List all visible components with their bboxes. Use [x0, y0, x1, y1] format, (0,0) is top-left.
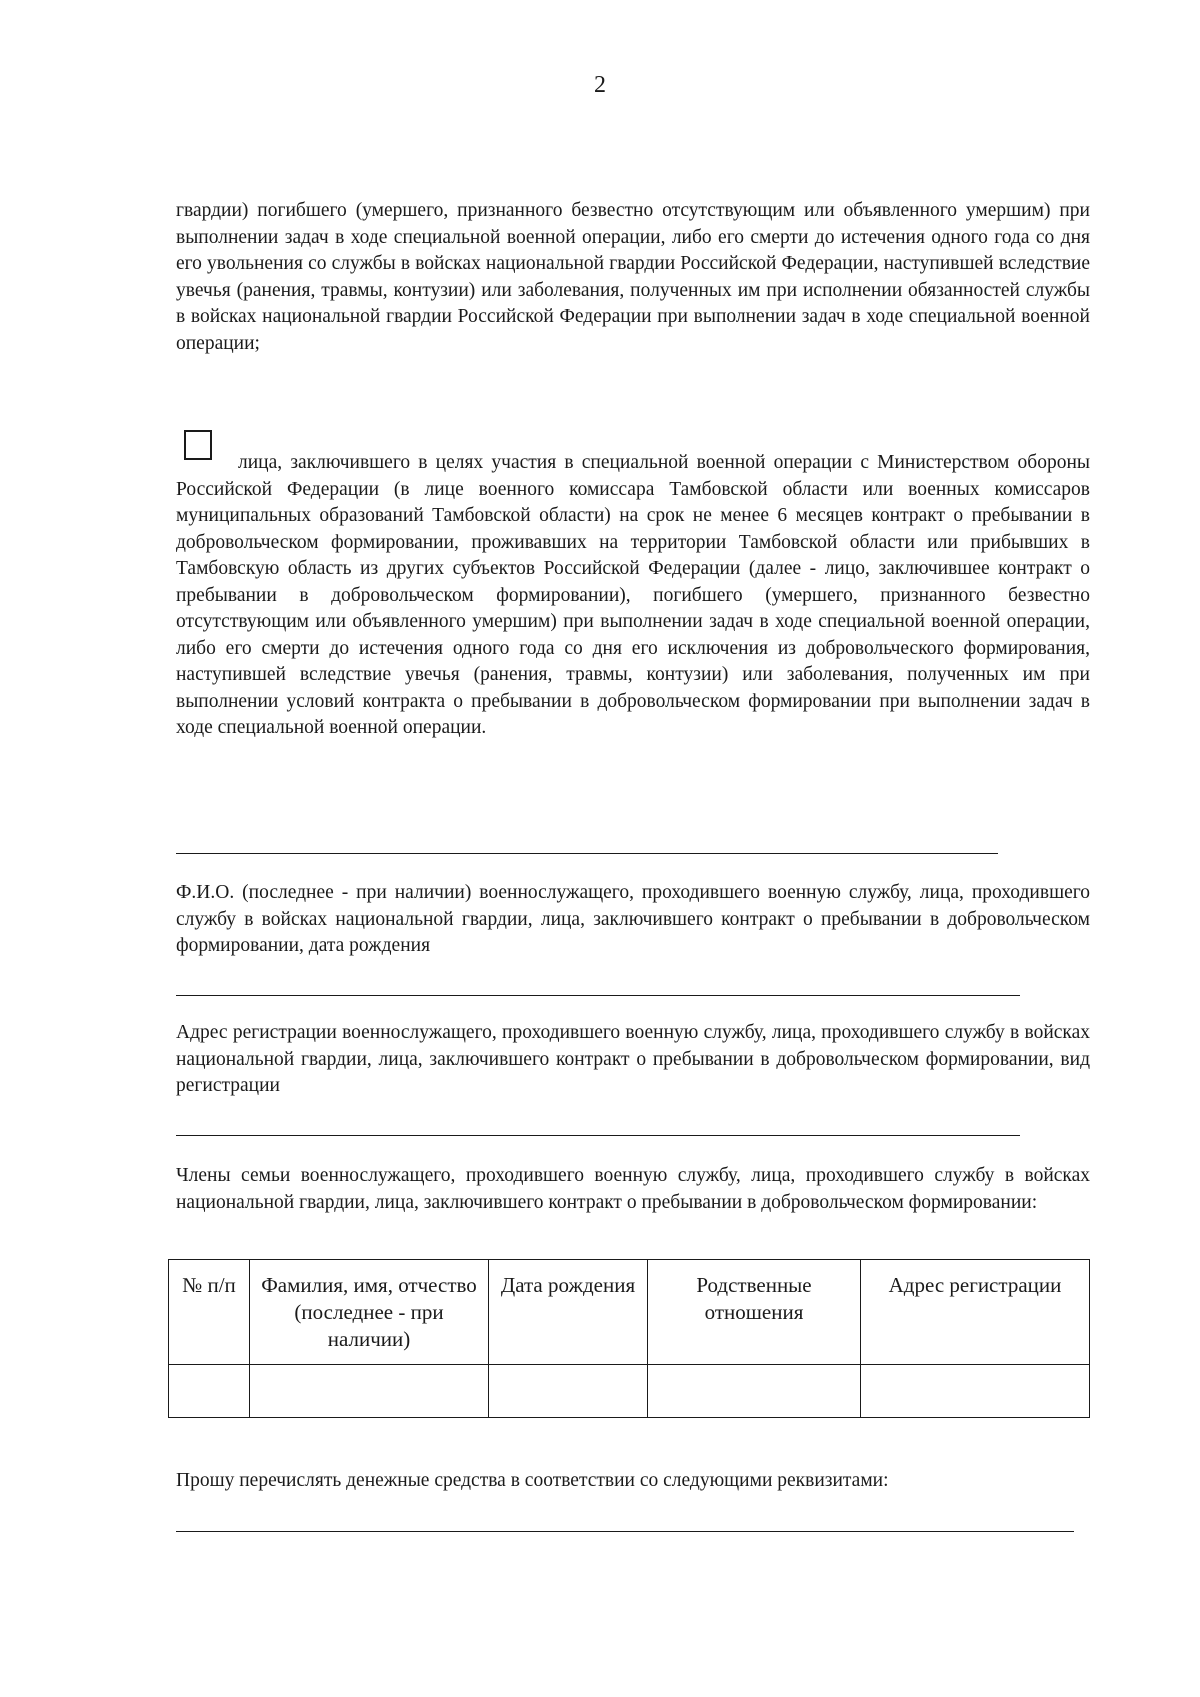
- address-caption: Адрес регистрации военнослужащего, проходившего военную службу, лица, проходившего службу в войсках национальной гвардии, лица, заключившего контракт о пребывании в добровольческом формировании, вид регистрации: [176, 1022, 1090, 1096]
- fio-caption: Ф.И.О. (последнее - при наличии) военнослужащего, проходившего военную службу, лица, проходившего службу в войсках национальной гвардии, лица, заключившего контракт о пребывании в добровольческом формировании, дата рождения: [176, 882, 1090, 956]
- header-number: № п/п: [169, 1260, 250, 1365]
- table-header-row: [169, 1260, 1090, 1365]
- header-full-name: Фамилия, имя, отчество (последнее - при наличии): [250, 1260, 489, 1365]
- payment-details-line[interactable]: [176, 1531, 1074, 1532]
- address-input-line[interactable]: [176, 995, 1020, 996]
- page-number: 2: [594, 72, 606, 98]
- cell-relationship[interactable]: [648, 1365, 861, 1418]
- family-input-line[interactable]: [176, 1135, 1020, 1136]
- header-relationship: Родственные отношения: [648, 1260, 861, 1365]
- header-registration-address: Адрес регистрации: [861, 1260, 1090, 1365]
- cell-birth-date[interactable]: [489, 1365, 648, 1418]
- fio-input-line[interactable]: [176, 853, 998, 854]
- paragraph-guard-service: гвардии) погибшего (умершего, признанного безвестно отсутствующим или объявленного умершим) при выполнении задач в ходе специальной военной операции, либо его смерти до истечения одного года со дня его увольнения со службы в войсках национальной гвардии Российской Федерации, наступившей вследствие увечья (ранения, травмы, контузии) или заболевания, полученных им при исполнении обязанностей службы в войсках национальной гвардии Российской Федерации при выполнении задач в ходе специальной военной операции;: [176, 200, 1090, 354]
- paragraph-volunteer-contract: лица, заключившего в целях участия в специальной военной операции с Министерством обороны Российской Федерации (в лице военного комиссара Тамбовской области или военных комиссаров муниципальных образований Тамбовской области) на срок не менее 6 месяцев контракт о пребывании в добровольческом формировании, проживавших на территории Тамбовской области или прибывших в Тамбовскую область из других субъектов Российской Федерации (далее - лицо, заключившее контракт о пребывании в добровольческом формировании), погибшего (умершего, признанного безвестно отсутствующим или объявленного умершим) при выполнении задач в ходе специальной военной операции, либо его смерти до истечения одного года со дня его исключения из добровольческого формирования, наступившей вследствие увечья (ранения, травмы, контузии) или заболевания, полученных им при выполнении условий контракта о пребывании в добровольческом формировании при выполнении задач в ходе специальной военной операции.: [176, 452, 1090, 738]
- family-members-table: [168, 1259, 1090, 1418]
- payment-caption: Прошу перечислять денежные средства в соответствии со следующими реквизитами:: [176, 1470, 889, 1491]
- cell-number[interactable]: [169, 1365, 250, 1418]
- cell-full-name[interactable]: [250, 1365, 489, 1418]
- table-row: [169, 1365, 1090, 1418]
- cell-registration-address[interactable]: [861, 1365, 1090, 1418]
- family-caption: Члены семьи военнослужащего, проходившего военную службу, лица, проходившего службу в войсках национальной гвардии, лица, заключившего контракт о пребывании в добровольческом формировании:: [176, 1165, 1090, 1213]
- header-birth-date: Дата рождения: [489, 1260, 648, 1365]
